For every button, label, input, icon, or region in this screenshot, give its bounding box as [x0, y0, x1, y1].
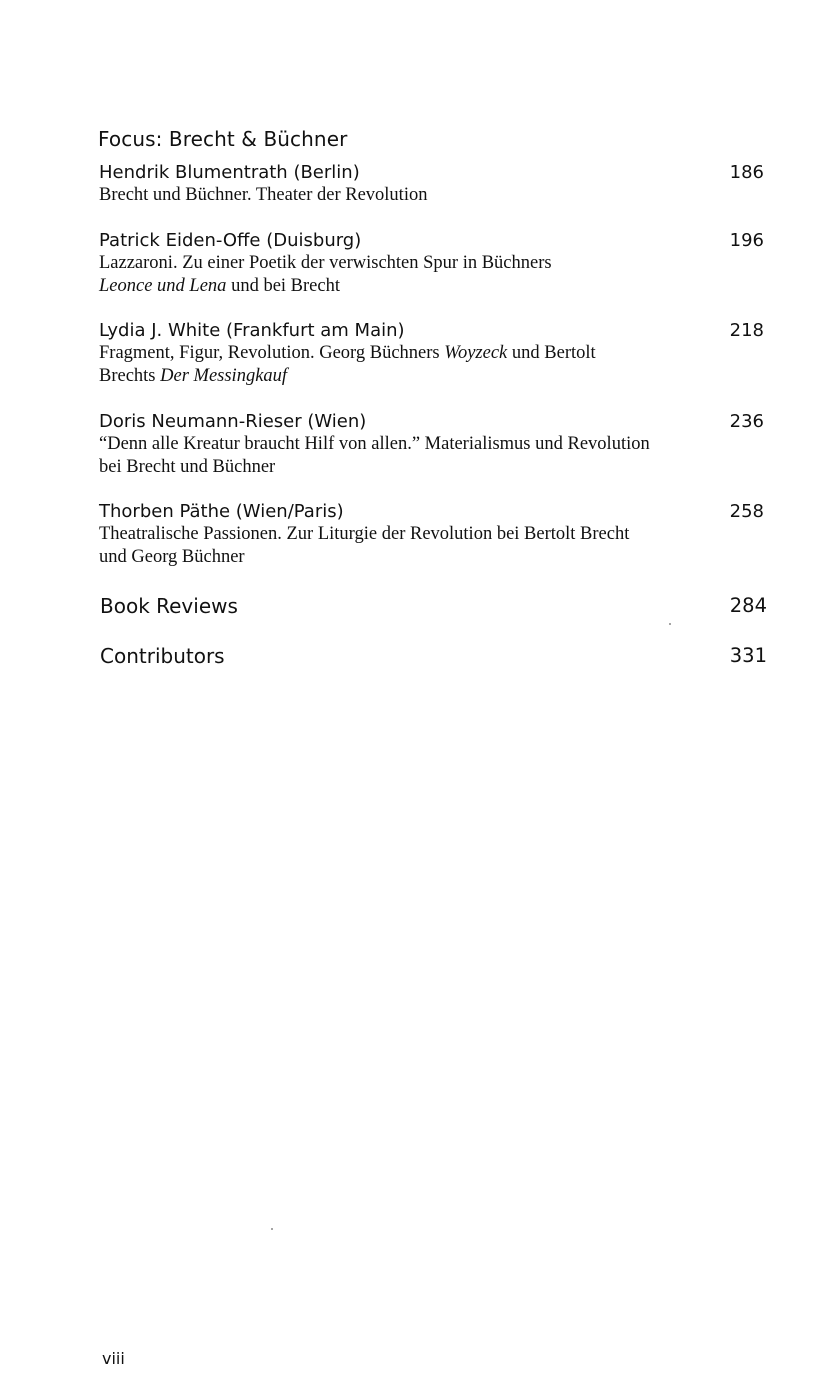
- entry-author: Patrick Eiden-Offe (Duisburg): [99, 230, 362, 251]
- scan-speck: [271, 1228, 273, 1230]
- entry-title: [99, 184, 699, 207]
- entry-page-number: 186: [729, 162, 764, 183]
- entry-title-italic: Woyzeck: [444, 343, 508, 363]
- entry-title-line: und bei Brecht: [226, 276, 340, 296]
- entry-title-text: Brecht und Büchner. Theater der Revolution: [99, 185, 428, 205]
- book-reviews-label: Book Reviews: [100, 594, 238, 618]
- contributors-label: Contributors: [100, 644, 225, 668]
- entry-title-line: und Georg Büchner: [99, 547, 245, 567]
- entry-page-number: 218: [729, 320, 764, 341]
- contributors-page-number: 331: [729, 644, 767, 667]
- entry-page-number: 196: [729, 230, 764, 251]
- entry-title-line: Fragment, Figur, Revolution. Georg Büchners: [99, 343, 445, 363]
- toc-entry: [99, 229, 764, 298]
- entry-title-line: Lazzaroni. Zu einer Poetik der verwischten Spur in Büchners: [99, 253, 552, 273]
- scan-speck: [669, 623, 671, 625]
- focus-section-heading: Focus: Brecht & Büchner: [98, 127, 348, 151]
- entry-title-line: Theatralische Passionen. Zur Liturgie der Revolution bei Bertolt Brecht: [99, 524, 630, 544]
- toc-entry: [99, 500, 764, 569]
- toc-entry: [99, 410, 764, 479]
- entry-title-italic: Der Messingkauf: [160, 366, 288, 386]
- entry-author: Lydia J. White (Frankfurt am Main): [99, 320, 405, 341]
- entry-title-line: bei Brecht und Büchner: [99, 457, 276, 477]
- entry-title: [99, 433, 719, 479]
- entry-title: [99, 252, 699, 298]
- entry-title-italic: Leonce und Lena: [99, 276, 227, 296]
- entry-author: Doris Neumann-Rieser (Wien): [99, 411, 367, 432]
- entry-title: [99, 342, 699, 388]
- entry-title-line: Brechts: [99, 366, 161, 386]
- book-reviews-page-number: 284: [729, 594, 767, 617]
- entry-title-line: und Bertolt: [507, 343, 596, 363]
- entry-title-line: “Denn alle Kreatur braucht Hilf von allen.” Materialismus und Revolution: [99, 434, 650, 454]
- entry-title: [99, 523, 699, 569]
- toc-entry: [99, 161, 764, 207]
- entry-page-number: 236: [729, 411, 764, 432]
- page-folio: viii: [102, 1349, 125, 1368]
- entry-page-number: 258: [729, 501, 764, 522]
- toc-contributors: [100, 643, 767, 669]
- entry-author: Hendrik Blumentrath (Berlin): [99, 162, 360, 183]
- toc-entry: [99, 319, 764, 388]
- entry-author: Thorben Päthe (Wien/Paris): [99, 501, 344, 522]
- toc-book-reviews: [100, 593, 767, 619]
